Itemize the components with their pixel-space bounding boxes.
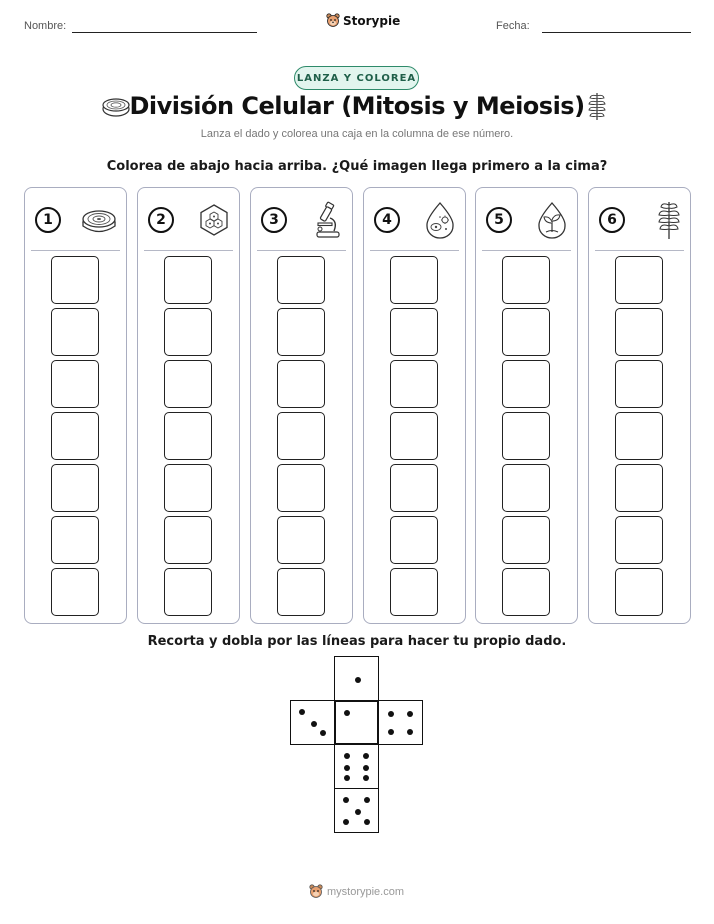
color-box[interactable] — [390, 412, 438, 460]
column-divider — [257, 250, 346, 251]
die-pip — [343, 797, 349, 803]
color-box[interactable] — [51, 568, 99, 616]
color-box[interactable] — [277, 464, 325, 512]
color-box[interactable] — [502, 256, 550, 304]
color-box[interactable] — [502, 308, 550, 356]
die-pip — [320, 730, 326, 736]
color-box[interactable] — [502, 516, 550, 564]
seedling-in-drop-icon — [535, 201, 569, 239]
date-label: Fecha: — [496, 20, 530, 32]
instruction-bottom: Recorta y dobla por las líneas para hacer tu propio dado. — [147, 634, 567, 649]
color-box[interactable] — [615, 256, 663, 304]
color-box[interactable] — [277, 516, 325, 564]
color-box[interactable] — [502, 412, 550, 460]
die-pip — [355, 677, 361, 683]
column-2 — [137, 187, 240, 624]
color-box[interactable] — [502, 568, 550, 616]
column-5 — [475, 187, 578, 624]
activity-badge: LANZA Y COLOREA — [294, 66, 419, 90]
color-box[interactable] — [615, 464, 663, 512]
water-drop-cell-icon — [423, 201, 457, 239]
color-box[interactable] — [390, 516, 438, 564]
die-face-1 — [334, 656, 379, 701]
die-face-5 — [334, 788, 379, 833]
color-box[interactable] — [164, 412, 212, 460]
die-pip — [364, 819, 370, 825]
die-pip — [407, 729, 413, 735]
column-divider — [482, 250, 571, 251]
column-number: 1 — [35, 207, 61, 233]
tree-stump-icon — [80, 207, 118, 233]
color-box[interactable] — [502, 360, 550, 408]
color-box[interactable] — [51, 464, 99, 512]
name-label: Nombre: — [24, 20, 67, 32]
color-box[interactable] — [164, 256, 212, 304]
color-box[interactable] — [277, 412, 325, 460]
die-face-4 — [378, 700, 423, 745]
fern-leaf-icon — [656, 199, 682, 241]
column-number: 6 — [599, 207, 625, 233]
die-pip — [363, 775, 369, 781]
color-box[interactable] — [51, 308, 99, 356]
color-box[interactable] — [502, 464, 550, 512]
column-number: 2 — [148, 207, 174, 233]
honeycomb-cells-icon — [197, 203, 231, 237]
color-box[interactable] — [615, 308, 663, 356]
brand-logo — [326, 13, 400, 28]
color-box[interactable] — [390, 308, 438, 356]
color-box[interactable] — [615, 568, 663, 616]
die-pip — [407, 711, 413, 717]
column-6 — [588, 187, 691, 624]
footer-url: mystorypie.com — [327, 885, 405, 898]
die-pip — [344, 710, 350, 716]
die-pip — [388, 729, 394, 735]
die-face-6 — [334, 744, 379, 789]
color-box[interactable] — [277, 568, 325, 616]
color-box[interactable] — [51, 516, 99, 564]
storypie-mascot-icon — [326, 13, 340, 28]
die-pip — [363, 753, 369, 759]
column-divider — [595, 250, 684, 251]
page-title: División Celular (Mitosis y Meiosis) — [129, 92, 585, 120]
color-box[interactable] — [277, 360, 325, 408]
color-box[interactable] — [615, 412, 663, 460]
die-pip — [364, 797, 370, 803]
color-box[interactable] — [164, 464, 212, 512]
column-number: 4 — [374, 207, 400, 233]
die-face-1-center — [334, 700, 379, 745]
color-box[interactable] — [390, 568, 438, 616]
color-box[interactable] — [615, 360, 663, 408]
subtitle: Lanza el dado y colorea una caja en la columna de ese número. — [200, 128, 514, 140]
instruction-top: Colorea de abajo hacia arriba. ¿Qué imagen llega primero a la cima? — [106, 159, 608, 174]
footer — [309, 884, 404, 899]
color-box[interactable] — [164, 516, 212, 564]
die-pip — [363, 765, 369, 771]
color-box[interactable] — [164, 568, 212, 616]
die-pip — [388, 711, 394, 717]
die-pip — [344, 775, 350, 781]
die-pip — [344, 753, 350, 759]
color-box[interactable] — [164, 308, 212, 356]
storypie-mascot-icon — [309, 884, 323, 899]
column-number: 5 — [486, 207, 512, 233]
name-line — [72, 32, 257, 33]
fern-leaf-icon — [586, 90, 608, 122]
color-box[interactable] — [277, 308, 325, 356]
color-box[interactable] — [390, 464, 438, 512]
color-box[interactable] — [51, 256, 99, 304]
column-1 — [24, 187, 127, 624]
color-box[interactable] — [615, 516, 663, 564]
microscope-icon — [312, 201, 344, 239]
color-box[interactable] — [277, 256, 325, 304]
date-line — [542, 32, 691, 33]
color-box[interactable] — [390, 360, 438, 408]
die-face-3 — [290, 700, 335, 745]
column-4 — [363, 187, 466, 624]
column-divider — [31, 250, 120, 251]
column-number: 3 — [261, 207, 287, 233]
color-box[interactable] — [51, 360, 99, 408]
die-pip — [299, 709, 305, 715]
color-box[interactable] — [51, 412, 99, 460]
die-pip — [355, 809, 361, 815]
color-box[interactable] — [164, 360, 212, 408]
column-divider — [144, 250, 233, 251]
die-pip — [311, 721, 317, 727]
die-pip — [344, 765, 350, 771]
color-box[interactable] — [390, 256, 438, 304]
die-pip — [343, 819, 349, 825]
column-3 — [250, 187, 353, 624]
column-divider — [370, 250, 459, 251]
brand-name: Storypie — [343, 13, 401, 28]
